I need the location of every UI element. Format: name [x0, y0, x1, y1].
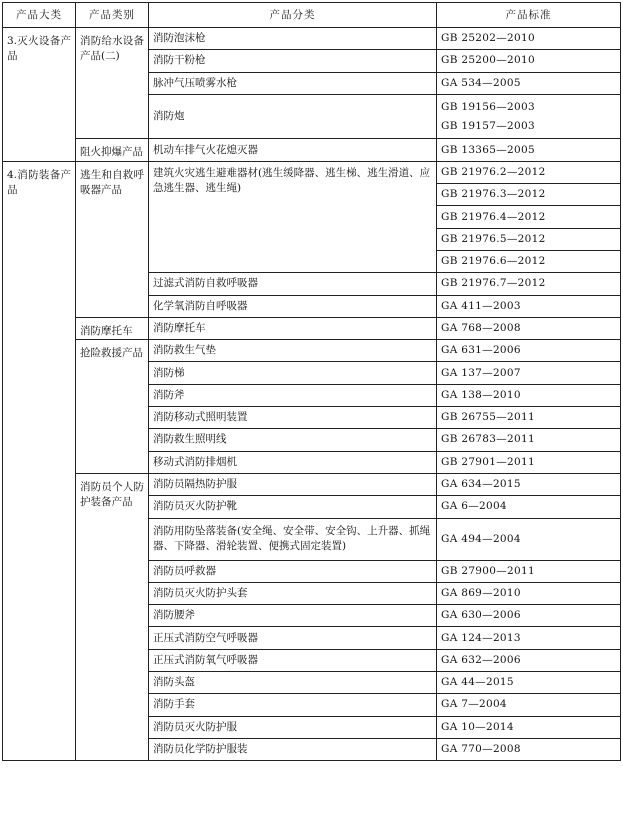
standard-cell: [437, 94, 621, 139]
subcategory-cell: [76, 139, 149, 161]
standard-cell: GB 21976.2—2012: [437, 161, 621, 183]
classification-cell: 消防头盔: [149, 672, 437, 694]
standard-cell: GB 21976.3—2012: [437, 184, 621, 206]
standard-code: GA 632—2006: [441, 653, 521, 666]
category-label: 4.消防装备产品: [7, 168, 71, 196]
subcategory-cell: [76, 28, 149, 139]
standard-cell: [437, 738, 621, 760]
standard-code: GB 25202—2010: [441, 32, 535, 45]
classification-cell: 消防员化学防护服装: [149, 738, 437, 760]
subcategory-label: 阻火抑爆产品: [80, 146, 143, 159]
standard-cell: [437, 473, 621, 495]
classification-cell: 消防手套: [149, 694, 437, 716]
standard-cell: [437, 384, 621, 406]
subcategory-label: 抢险救援产品: [80, 347, 143, 360]
classification-cell: 消防炮: [149, 94, 437, 139]
standard-code: GB 25200—2010: [441, 54, 535, 67]
standard-code: GB 26783—2011: [441, 433, 535, 446]
standard-code: GA 869—2010: [441, 586, 521, 599]
table-row: [3, 161, 621, 183]
standard-cell: [437, 50, 621, 72]
classification-cell: 消防摩托车: [149, 317, 437, 339]
classification-cell: 消防用防坠落装备(安全绳、安全带、安全钩、上升器、抓绳器、下降器、滑轮装置、便携式固定装置): [149, 518, 437, 560]
classification-cell: 消防移动式照明装置: [149, 407, 437, 429]
classification-cell: 正压式消防空气呼吸器: [149, 627, 437, 649]
standard-cell: [437, 72, 621, 94]
category-cell: [3, 161, 76, 760]
standard-code: GB 19157—2003: [441, 119, 535, 132]
subcategory-cell: [76, 317, 149, 339]
standard-cell: [437, 28, 621, 50]
subcategory-label: 逃生和自救呼吸器产品: [80, 168, 144, 196]
standard-code: GA 494—2004: [441, 532, 521, 545]
standard-code: GA 138—2010: [441, 388, 521, 401]
standard-cell: [437, 649, 621, 671]
standard-cell: [437, 518, 621, 560]
classification-cell: 消防腰斧: [149, 605, 437, 627]
classification-cell: 消防员灭火防护靴: [149, 496, 437, 518]
classification-cell: 消防干粉枪: [149, 50, 437, 72]
classification-cell: 消防救生照明线: [149, 429, 437, 451]
standard-cell: [437, 694, 621, 716]
standard-cell: [437, 273, 621, 295]
classification-cell: 消防员灭火防护服: [149, 716, 437, 738]
standard-code: GB 27900—2011: [441, 564, 535, 577]
classification-cell: 机动车排气火花熄灭器: [149, 139, 437, 161]
classification-cell: 建筑火灾逃生避难器材(逃生缓降器、逃生梯、逃生滑道、应急逃生器、逃生绳): [149, 161, 437, 272]
standard-cell: GB 21976.4—2012: [437, 206, 621, 228]
standard-code: GB 19156—2003: [441, 100, 535, 113]
subcategory-cell: [76, 340, 149, 474]
standard-code: GB 27901—2011: [441, 455, 535, 468]
subcategory-cell: [76, 161, 149, 317]
classification-cell: 移动式消防排烟机: [149, 451, 437, 473]
standard-cell: [437, 340, 621, 362]
subcategory-cell: [76, 473, 149, 760]
standard-cell: [437, 362, 621, 384]
standard-cell: [437, 605, 621, 627]
subcategory-label: 消防员个人防护装备产品: [80, 480, 144, 508]
category-label: 3.灭火设备产品: [7, 35, 71, 62]
header-row: [3, 3, 621, 28]
classification-cell: 过滤式消防自救呼吸器: [149, 273, 437, 295]
standard-code: GA 137—2007: [441, 366, 521, 379]
header-subcategory: 产品类别: [76, 3, 149, 28]
standard-cell: [437, 139, 621, 161]
standard-code: GA 634—2015: [441, 478, 521, 491]
standard-cell: GB 21976.6—2012: [437, 250, 621, 272]
standard-code: GA 631—2006: [441, 344, 521, 357]
header-category: 产品大类: [3, 3, 76, 28]
standard-code: GA 124—2013: [441, 631, 521, 644]
classification-cell: 消防员呼救器: [149, 560, 437, 582]
classification-cell: 消防斧: [149, 384, 437, 406]
classification-cell: 消防员隔热防护服: [149, 473, 437, 495]
table-row: [3, 473, 621, 495]
table-row: [3, 139, 621, 161]
classification-cell: 正压式消防氧气呼吸器: [149, 649, 437, 671]
table-row: [3, 340, 621, 362]
standard-cell: [437, 560, 621, 582]
standard-code: GA 10—2014: [441, 720, 514, 733]
standard-cell: [437, 295, 621, 317]
standard-cell: [437, 582, 621, 604]
classification-cell: 脉冲气压喷雾水枪: [149, 72, 437, 94]
standard-code: GB 21976.7—2012: [441, 277, 546, 290]
standard-cell: [437, 496, 621, 518]
standard-code: GA 768—2008: [441, 322, 521, 334]
standard-code: GA 534—2005: [441, 76, 521, 89]
standard-code: GA 7—2004: [441, 698, 507, 711]
standard-code: GA 6—2004: [441, 500, 507, 513]
subcategory-label: 消防给水设备产品(二): [80, 35, 144, 62]
classification-cell: 化学氧消防自呼吸器: [149, 295, 437, 317]
standard-cell: [437, 716, 621, 738]
standard-code: GA 411—2003: [441, 299, 521, 312]
header-classification: 产品分类: [149, 3, 437, 28]
standard-cell: [437, 627, 621, 649]
standard-cell: [437, 451, 621, 473]
subcategory-label: 消防摩托车: [80, 324, 133, 337]
standard-cell: [437, 407, 621, 429]
standard-code: GB 26755—2011: [441, 411, 535, 424]
classification-cell: 消防梯: [149, 362, 437, 384]
classification-cell: 消防泡沫枪: [149, 28, 437, 50]
standard-cell: [437, 317, 621, 339]
table-row: [3, 28, 621, 50]
table-row: [3, 317, 621, 339]
table-body: [3, 28, 621, 761]
standard-cell: GB 21976.5—2012: [437, 228, 621, 250]
header-standard: 产品标准: [437, 3, 621, 28]
standard-code: GA 630—2006: [441, 609, 521, 622]
classification-cell: 消防员灭火防护头套: [149, 582, 437, 604]
standard-code: GA 44—2015: [441, 676, 514, 689]
standard-cell: [437, 429, 621, 451]
product-standards-table: [2, 2, 621, 761]
category-cell: [3, 28, 76, 162]
classification-cell: 消防救生气垫: [149, 340, 437, 362]
standard-cell: [437, 672, 621, 694]
standard-code: GA 770—2008: [441, 743, 521, 756]
standard-code: GB 13365—2005: [441, 143, 535, 156]
